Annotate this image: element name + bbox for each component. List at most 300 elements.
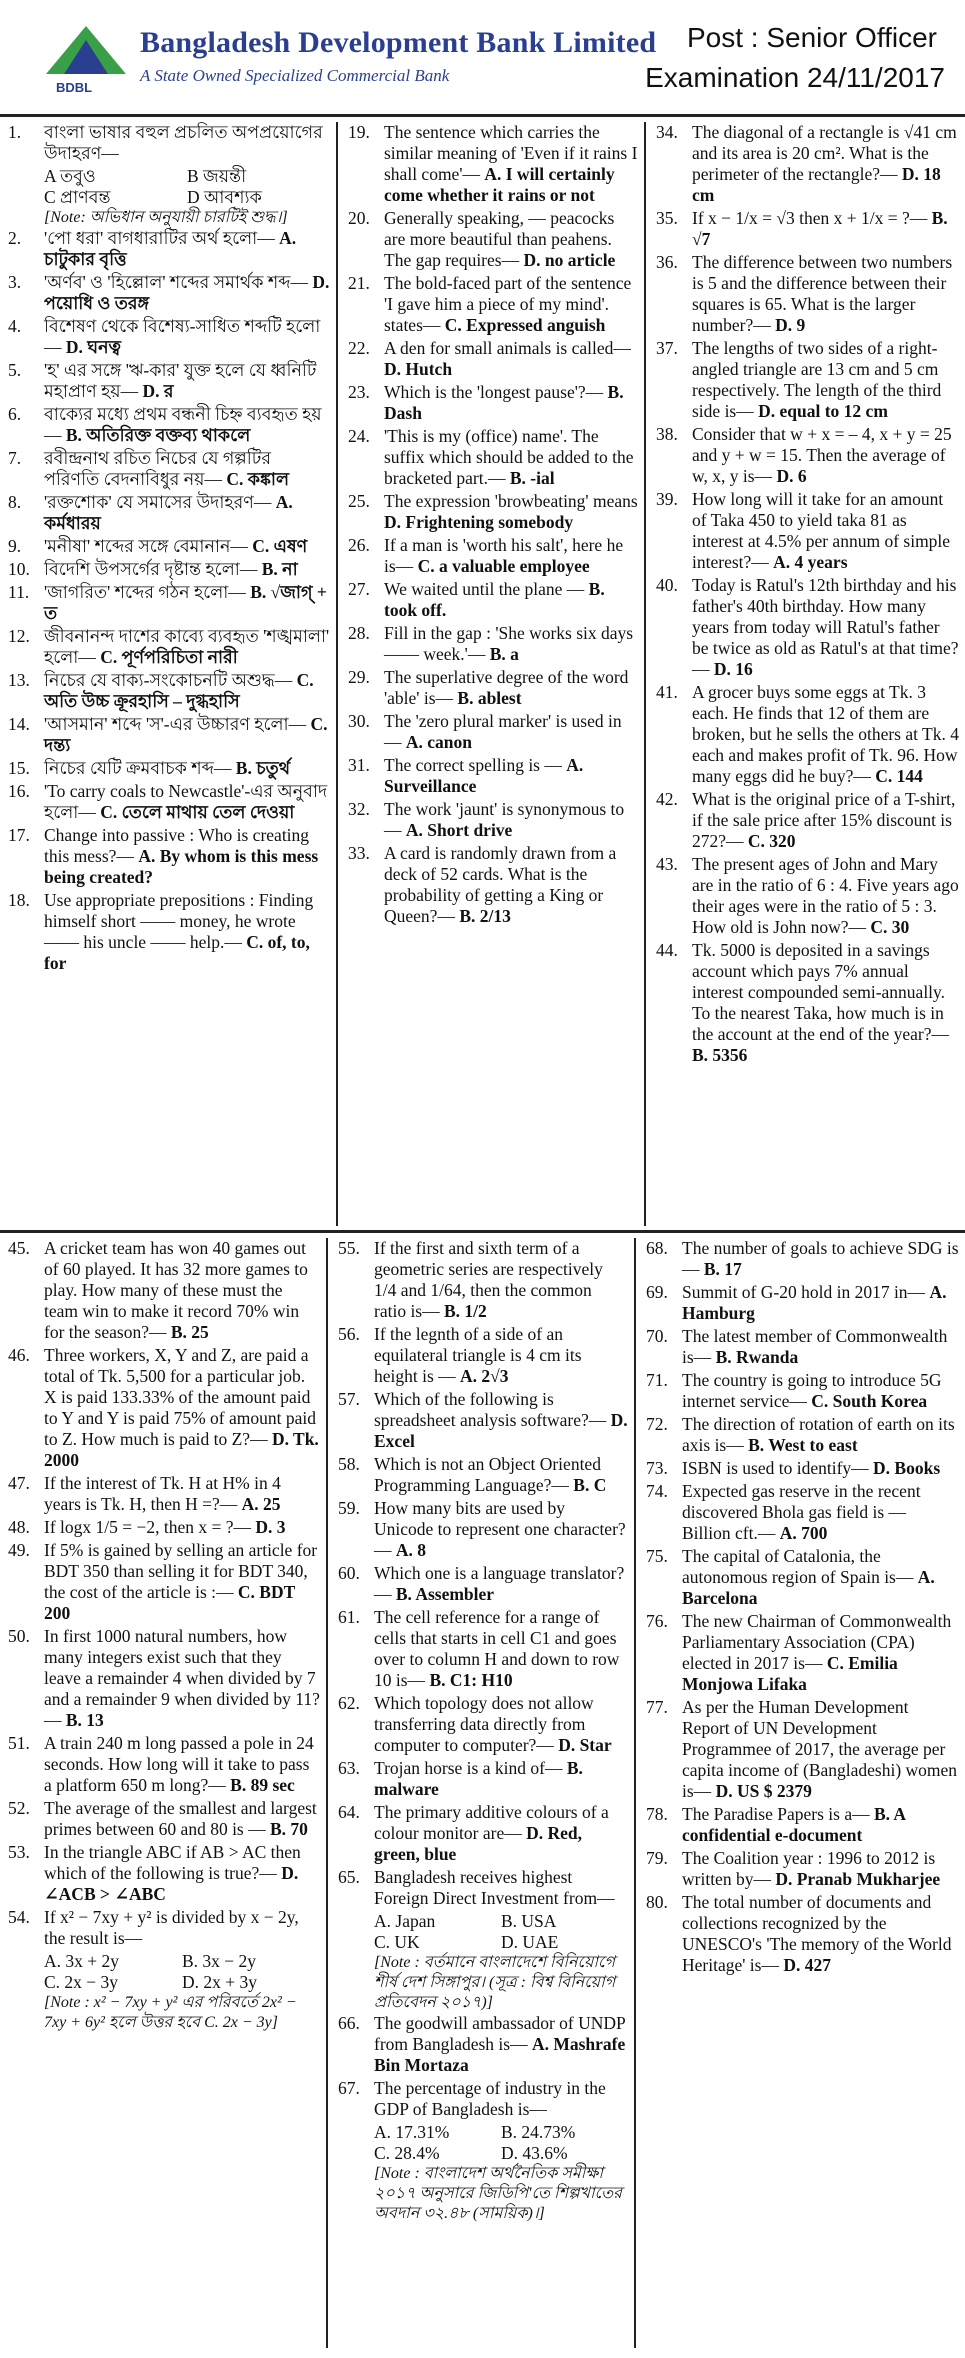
option-item: A. Japan <box>374 1911 436 1931</box>
question-item <box>8 1842 320 1905</box>
question-item <box>338 1324 628 1387</box>
question-body <box>682 1238 959 1280</box>
question-item <box>348 122 638 206</box>
question-body <box>384 843 638 927</box>
question-body <box>384 382 638 424</box>
question-number: 30. <box>348 711 370 731</box>
option-item: C. 2x − 3y <box>44 1972 119 1992</box>
question-body <box>692 854 959 938</box>
question-number: 67. <box>338 2078 360 2098</box>
question-item <box>646 1892 959 1976</box>
question-number: 17. <box>8 825 30 845</box>
question-item <box>656 122 959 206</box>
question-text: How long will it take for an amount of Taka 450 to yield taka 81 as interest at 4.5% per annum of simple interest?— <box>692 489 951 572</box>
question-item <box>8 670 330 712</box>
question-text: If 5% is gained by selling an article for BDT 350 than selling it for BDT 340, the cost of the article is :— <box>44 1540 318 1602</box>
question-answer: A. 25 <box>241 1494 281 1514</box>
question-text: The capital of Catalonia, the autonomous region of Spain is— <box>682 1546 914 1587</box>
option-list <box>44 166 330 208</box>
question-body <box>44 626 330 668</box>
question-answer: B. ablest <box>457 688 522 708</box>
question-answer: A. Barcelona <box>682 1567 935 1608</box>
question-body <box>692 122 959 206</box>
question-text: The bold-faced part of the sentence 'I gave him a piece of my mind'. states— <box>384 273 632 335</box>
question-number: 1. <box>8 122 22 142</box>
question-item <box>8 448 330 490</box>
question-answer: B. √জাগ্ + ত <box>44 582 327 623</box>
question-number: 77. <box>646 1697 668 1717</box>
question-item <box>646 1697 959 1802</box>
question-number: 32. <box>348 799 370 819</box>
question-number: 50. <box>8 1626 30 1646</box>
option-list <box>374 2122 628 2164</box>
column-divider <box>336 122 338 1226</box>
question-item <box>656 208 959 250</box>
question-number: 56. <box>338 1324 360 1344</box>
question-answer: C. a valuable employee <box>417 556 590 576</box>
bottom-column-2 <box>330 1238 634 2348</box>
question-item <box>338 1454 628 1496</box>
question-text: 'রক্তশোক' যে সমাসের উদাহরণ— <box>44 492 272 512</box>
question-item <box>8 825 330 888</box>
question-body <box>384 799 638 841</box>
question-answer: D. equal to 12 cm <box>758 401 888 421</box>
question-text: The direction of rotation of earth on its axis is— <box>682 1414 955 1455</box>
question-body <box>384 711 638 753</box>
question-body <box>44 1907 320 1949</box>
question-text: জীবনানন্দ দাশের কাব্যে ব্যবহৃত 'শঙ্খমালা' হলো— <box>44 626 330 667</box>
question-body <box>44 316 330 358</box>
bank-subtitle: A State Owned Specialized Commercial Bank <box>140 66 450 85</box>
question-number: 19. <box>348 122 370 142</box>
question-body <box>44 1798 320 1840</box>
option-item: C প্রাণবন্ত <box>44 187 111 207</box>
question-item <box>8 582 330 624</box>
question-number: 14. <box>8 714 30 734</box>
bottom-column-1 <box>0 1238 326 2348</box>
question-number: 73. <box>646 1458 668 1478</box>
option-item: A তবুও <box>44 166 96 186</box>
question-number: 70. <box>646 1326 668 1346</box>
question-answer: C. কঙ্কাল <box>226 469 290 489</box>
question-number: 20. <box>348 208 370 228</box>
question-body <box>384 426 638 489</box>
question-body <box>692 789 959 852</box>
option-item: C. 28.4% <box>374 2143 440 2163</box>
question-text: The primary additive colours of a colour monitor are— <box>374 1802 609 1843</box>
question-number: 78. <box>646 1804 668 1824</box>
question-body <box>374 1563 628 1605</box>
question-body <box>692 575 959 680</box>
question-text: Generally speaking, — peacocks are more beautiful than peahens. The gap requires— <box>384 208 615 270</box>
question-number: 40. <box>656 575 678 595</box>
question-number: 36. <box>656 252 678 272</box>
question-item <box>348 273 638 336</box>
question-number: 26. <box>348 535 370 555</box>
question-body <box>44 448 330 490</box>
question-body <box>384 755 638 797</box>
question-number: 13. <box>8 670 30 690</box>
question-number: 59. <box>338 1498 360 1518</box>
question-body <box>384 208 638 271</box>
question-note: [Note : x² − 7xy + y² এর পরিবর্তে 2x² − 7xy + 6y² হলে উত্তর হবে C. 2x − 3y] <box>44 1994 297 2031</box>
question-answer: A. By whom is this mess being created? <box>44 846 319 887</box>
question-item <box>348 426 638 489</box>
question-item <box>8 360 330 402</box>
question-item <box>338 1607 628 1691</box>
question-answer: A. 8 <box>395 1540 427 1560</box>
question-number: 24. <box>348 426 370 446</box>
question-body <box>682 1326 959 1368</box>
question-item <box>8 492 330 534</box>
question-answer: C. অতি উচ্চ ক্রূরহাসি – দুগ্ধহাসি <box>44 670 314 711</box>
question-body <box>44 360 330 402</box>
question-item <box>646 1370 959 1412</box>
question-text: 'মনীষা' শব্দের সঙ্গে বেমানান— <box>44 536 248 556</box>
question-item <box>338 1238 628 1322</box>
question-text: A train 240 m long passed a pole in 24 seconds. How long will it take to pass a platform 650 m long?— <box>44 1733 314 1795</box>
question-answer: B. 5356 <box>692 1045 748 1065</box>
question-item <box>348 799 638 841</box>
question-item <box>8 781 330 823</box>
column-divider <box>644 122 646 1226</box>
question-text: ISBN is used to identify— <box>682 1458 869 1478</box>
question-text: If the legnth of a side of an equilateral triangle is 4 cm its height is — <box>374 1324 582 1386</box>
question-body <box>692 252 959 336</box>
question-item <box>646 1326 959 1368</box>
option-item: B জয়ন্তী <box>187 166 247 186</box>
question-number: 16. <box>8 781 30 801</box>
question-body <box>692 489 959 573</box>
question-text: বিদেশি উপসর্গের দৃষ্টান্ত হলো— <box>44 559 258 579</box>
question-answer: D. Tk. 2000 <box>44 1429 319 1470</box>
question-answer: D. 18 cm <box>692 164 941 205</box>
question-body <box>682 1611 959 1695</box>
question-body <box>682 1282 959 1324</box>
question-number: 42. <box>656 789 678 809</box>
option-item: B. USA <box>501 1911 557 1931</box>
question-body <box>44 1626 320 1731</box>
question-answer: D. 6 <box>776 466 807 486</box>
question-answer: A. 700 <box>779 1523 828 1543</box>
question-item <box>348 491 638 533</box>
question-item <box>8 122 330 164</box>
question-answer: D. ঘনত্ব <box>65 337 121 357</box>
question-text: The cell reference for a range of cells that starts in cell C1 and goes over to column H and down to row 10 is— <box>374 1607 620 1690</box>
question-answer: B. Rwanda <box>715 1347 799 1367</box>
question-item <box>8 1733 320 1796</box>
question-body <box>44 1238 320 1343</box>
question-answer: B. চতুর্থ <box>235 758 291 778</box>
question-item <box>656 682 959 787</box>
question-answer: D. Hutch <box>384 359 453 379</box>
question-number: 79. <box>646 1848 668 1868</box>
question-answer: D. Excel <box>374 1410 628 1451</box>
question-number: 43. <box>656 854 678 874</box>
question-item <box>8 1345 320 1471</box>
question-item <box>8 272 330 314</box>
question-body <box>44 492 330 534</box>
question-text: The difference between two numbers is 5 and the difference between their squares is 65. What is the larger number?— <box>692 252 953 335</box>
question-text: বাক্যের মধ্যে প্রথম বন্ধনী চিহ্ন ব্যবহৃত হয়— <box>44 404 322 445</box>
question-answer: C. BDT 200 <box>44 1582 295 1623</box>
question-item <box>656 338 959 422</box>
question-number: 18. <box>8 890 30 910</box>
question-text: If x² − 7xy + y² is divided by x − 2y, the result is— <box>44 1907 299 1948</box>
question-text: We waited until the plane — <box>384 579 585 599</box>
question-number: 66. <box>338 2013 360 2033</box>
question-body <box>692 338 959 422</box>
question-body <box>374 1324 628 1387</box>
question-text: The work 'jaunt' is synonymous to— <box>384 799 625 840</box>
question-answer: B. √7 <box>692 208 948 249</box>
question-answer: D. পয়োধি ও তরঙ্গ <box>44 272 330 313</box>
question-number: 23. <box>348 382 370 402</box>
question-note: [Note : বাংলাদেশ অর্থনৈতিক সমীক্ষা ২০১৭ অনুসারে জিডিপি'তে শিল্পখাতের অবদান ৩২.৪৮ (সাময়িক)।] <box>374 2165 622 2222</box>
question-answer: C. 320 <box>747 831 796 851</box>
question-text: The Paradise Papers is a— <box>682 1804 870 1824</box>
question-number: 28. <box>348 623 370 643</box>
question-text: রবীন্দ্রনাথ রচিত নিচের যে গল্পটির পরিণতি বেদনাবিধুর নয়— <box>44 448 271 489</box>
question-item <box>8 1517 320 1538</box>
question-number: 2. <box>8 228 22 248</box>
question-body <box>692 424 959 487</box>
question-item <box>646 1546 959 1609</box>
question-item <box>8 714 330 756</box>
post-title: Post : Senior Officer <box>686 22 937 53</box>
question-body <box>384 122 638 206</box>
question-text: The latest member of Commonwealth is— <box>682 1326 948 1367</box>
question-body <box>692 682 959 787</box>
question-item <box>348 382 638 424</box>
question-answer: D. Frightening somebody <box>384 512 574 532</box>
question-text: 'আসমান' শব্দে 'স'-এর উচ্চারণ হলো— <box>44 714 307 734</box>
question-item <box>8 559 330 580</box>
question-text: Change into passive : Who is creating this mess?— <box>44 825 310 866</box>
question-body <box>44 714 330 756</box>
question-number: 54. <box>8 1907 30 1927</box>
question-item <box>338 1867 628 1909</box>
question-answer: D. no article <box>523 250 616 270</box>
question-number: 55. <box>338 1238 360 1258</box>
question-answer: A. canon <box>405 732 472 752</box>
question-item <box>348 843 638 927</box>
question-body <box>682 1370 959 1412</box>
question-answer: D. 9 <box>775 315 806 335</box>
question-item <box>8 1473 320 1515</box>
question-text: In first 1000 natural numbers, how many integers exist such that they leave a remainder 4 when divided by 7 and a remainder 9 when divided by 11?— <box>44 1626 320 1730</box>
top-column-1 <box>0 122 336 1226</box>
question-item <box>348 535 638 577</box>
question-answer: D. US $ 2379 <box>715 1781 812 1801</box>
question-body <box>374 1454 628 1496</box>
question-item <box>338 1498 628 1561</box>
question-answer: B. malware <box>374 1758 583 1799</box>
question-text: A den for small animals is called— <box>384 338 631 358</box>
question-body <box>384 623 638 665</box>
question-answer: B. 2/13 <box>459 906 511 926</box>
question-item <box>8 316 330 358</box>
question-item <box>646 1238 959 1280</box>
question-text: A cricket team has won 40 games out of 60 played. It has 32 more games to play. How many of these must the team win to make it record 70% win for the season?— <box>44 1238 308 1342</box>
question-item <box>348 579 638 621</box>
question-answer: D. Pranab Mukharjee <box>775 1869 941 1889</box>
question-answer: D. Books <box>873 1458 941 1478</box>
question-text: Trojan horse is a kind of— <box>374 1758 563 1778</box>
question-item <box>348 667 638 709</box>
question-body <box>682 1546 959 1609</box>
question-answer: A. Short drive <box>405 820 513 840</box>
question-item <box>348 623 638 665</box>
question-answer: D. 3 <box>255 1517 286 1537</box>
option-item: B. 24.73% <box>501 2122 576 2142</box>
question-item <box>8 1626 320 1731</box>
question-item <box>646 1848 959 1890</box>
question-number: 7. <box>8 448 22 468</box>
question-number: 62. <box>338 1693 360 1713</box>
question-item <box>646 1611 959 1695</box>
question-body <box>44 1517 320 1538</box>
question-text: Fill in the gap : 'She works six days —— week.'— <box>384 623 634 664</box>
question-answer: B. 17 <box>703 1259 742 1279</box>
question-text: If x − 1/x = √3 then x + 1/x = ?— <box>692 208 928 228</box>
question-answer: C. দন্ত্য <box>44 714 328 755</box>
question-answer: B. 13 <box>65 1710 104 1730</box>
question-body <box>682 1804 959 1846</box>
option-item: D. 2x + 3y <box>182 1972 258 1992</box>
question-text: The correct spelling is — <box>384 755 562 775</box>
question-answer: B. 25 <box>170 1322 209 1342</box>
top-column-3 <box>648 122 965 1226</box>
question-text: বিশেষণ থেকে বিশেষ্য-সাধিত শব্দটি হলো— <box>44 316 321 357</box>
question-item <box>656 854 959 938</box>
question-text: 'To carry coals to Newcastle'-এর অনুবাদ হলো— <box>44 781 328 822</box>
option-item: D আবশ্যক <box>187 187 262 207</box>
question-number: 52. <box>8 1798 30 1818</box>
question-text: নিচের যে বাক্য-সংকোচনটি অশুদ্ধ— <box>44 670 293 690</box>
question-answer: D. Red, green, blue <box>374 1823 583 1864</box>
question-body <box>44 228 330 270</box>
bdbl-logo-icon <box>40 22 132 86</box>
question-number: 64. <box>338 1802 360 1822</box>
question-body <box>44 1842 320 1905</box>
question-number: 27. <box>348 579 370 599</box>
question-body <box>682 1892 959 1976</box>
question-answer: B. অতিরিক্ত বক্তব্য থাকলে <box>65 425 251 445</box>
question-item <box>8 1907 320 1949</box>
question-note: [Note: অভিধান অনুযায়ী চারটিই শুদ্ধ।] <box>44 209 288 226</box>
question-answer: B. না <box>261 559 298 579</box>
question-body <box>682 1458 959 1479</box>
section-divider <box>0 1230 965 1233</box>
question-text: The Coalition year : 1996 to 2012 is written by— <box>682 1848 936 1889</box>
question-item <box>656 575 959 680</box>
question-answer: D. ∠ACB > ∠ABC <box>44 1863 299 1904</box>
column-divider <box>634 1238 636 2348</box>
question-number: 41. <box>656 682 678 702</box>
question-body <box>44 670 330 712</box>
question-number: 51. <box>8 1733 30 1753</box>
option-item: D. 43.6% <box>501 2143 568 2163</box>
question-number: 11. <box>8 582 30 602</box>
question-number: 33. <box>348 843 370 863</box>
question-number: 3. <box>8 272 22 292</box>
question-answer: A. কর্মধারয় <box>44 492 293 533</box>
question-text: Which topology does not allow transferring data directly from computer to computer?— <box>374 1693 594 1755</box>
question-answer: D. Star <box>558 1735 612 1755</box>
question-answer: D. র <box>142 381 174 401</box>
question-body <box>384 273 638 336</box>
question-answer: B. 70 <box>270 1819 308 1839</box>
question-item <box>338 2013 628 2076</box>
question-text: The expression 'browbeating' means <box>384 491 638 511</box>
question-note: [Note : বর্তমানে বাংলাদেশে বিনিয়োগে শীর্ষ দেশ সিঙ্গাপুর। (সূত্র : বিশ্ব বিনিয়োগ প্রতিবেদন ২০১৭)] <box>374 1954 616 2011</box>
question-item <box>656 489 959 573</box>
question-number: 72. <box>646 1414 668 1434</box>
question-item <box>646 1458 959 1479</box>
question-answer: A. Hamburg <box>682 1282 947 1323</box>
question-body <box>44 122 330 164</box>
question-number: 53. <box>8 1842 30 1862</box>
question-text: Which one is a language translator?— <box>374 1563 625 1604</box>
question-number: 58. <box>338 1454 360 1474</box>
top-column-2 <box>340 122 644 1226</box>
question-item <box>338 2078 628 2120</box>
question-body <box>44 1473 320 1515</box>
question-body <box>682 1414 959 1456</box>
question-body <box>44 1345 320 1471</box>
question-text: Consider that w + x = – 4, x + y = 25 and y + w = 15. Then the average of w, x, y is— <box>692 424 952 486</box>
question-body <box>384 579 638 621</box>
question-number: 29. <box>348 667 370 687</box>
question-text: The superlative degree of the word 'able' is— <box>384 667 629 708</box>
question-number: 31. <box>348 755 370 775</box>
question-answer: A. Surveillance <box>384 755 584 796</box>
question-body <box>44 272 330 314</box>
question-text: Expected gas reserve in the recent discovered Bhola gas field is — Billion cft.— <box>682 1481 921 1543</box>
question-body <box>44 825 330 888</box>
question-body <box>44 582 330 624</box>
question-body <box>384 667 638 709</box>
question-item <box>338 1693 628 1756</box>
question-number: 63. <box>338 1758 360 1778</box>
question-text: The percentage of industry in the GDP of Bangladesh is— <box>374 2078 606 2119</box>
question-body <box>374 2013 628 2076</box>
question-answer: A. 2√3 <box>460 1366 509 1386</box>
question-body <box>374 1238 628 1322</box>
question-text: The country is going to introduce 5G internet service— <box>682 1370 942 1411</box>
question-number: 10. <box>8 559 30 579</box>
question-number: 22. <box>348 338 370 358</box>
question-body <box>374 1867 628 1909</box>
question-body <box>44 1733 320 1796</box>
question-body <box>44 404 330 446</box>
question-item <box>348 338 638 380</box>
question-answer: A. Mashrafe Bin Mortaza <box>374 2034 626 2075</box>
question-answer: C. 144 <box>875 766 923 786</box>
question-answer: C. Emilia Monjowa Lifaka <box>682 1653 898 1694</box>
header-divider <box>0 114 965 117</box>
question-item <box>348 755 638 797</box>
question-number: 75. <box>646 1546 668 1566</box>
question-body <box>44 890 330 974</box>
question-item <box>338 1802 628 1865</box>
question-item <box>348 711 638 753</box>
question-text: Bangladesh receives highest Foreign Direct Investment from— <box>374 1867 615 1908</box>
question-answer: B. a <box>489 644 519 664</box>
question-number: 65. <box>338 1867 360 1887</box>
question-body <box>44 1540 320 1624</box>
